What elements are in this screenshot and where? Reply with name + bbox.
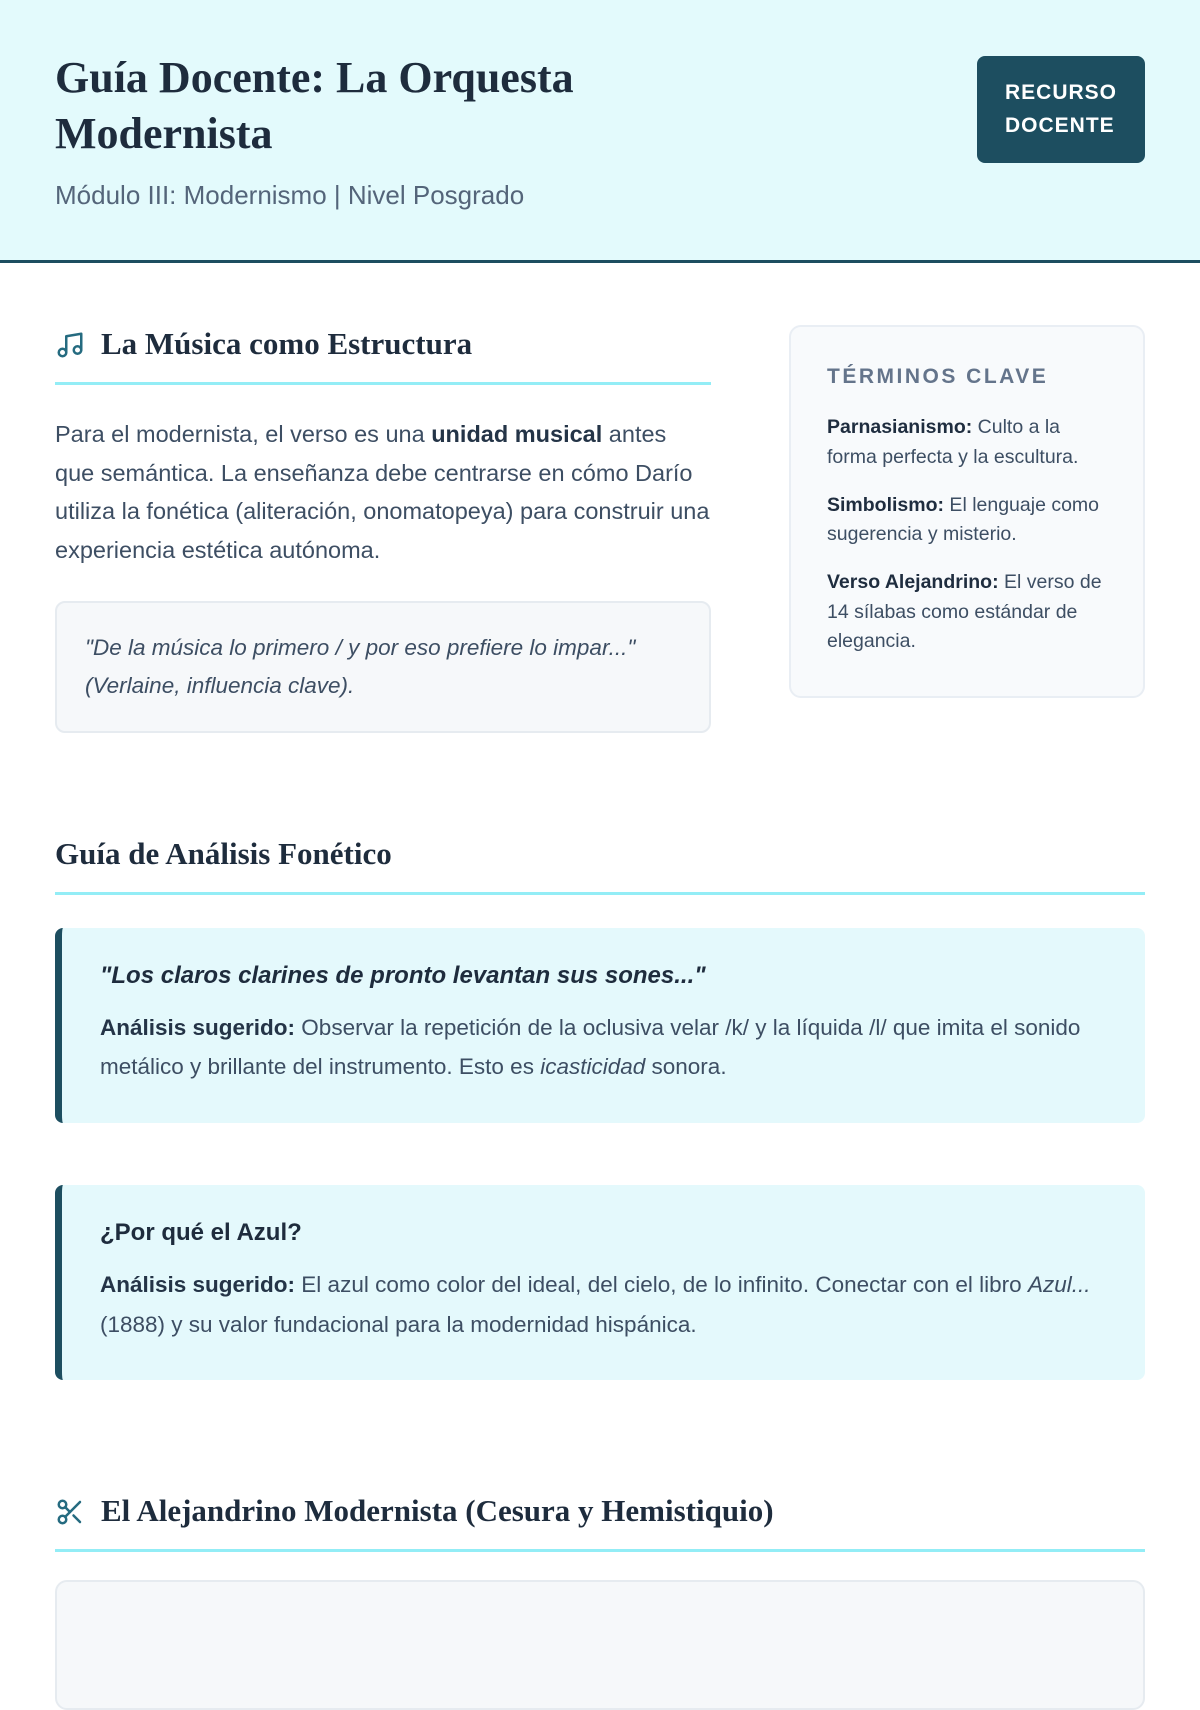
key-terms-card [789, 325, 1145, 698]
header-title-block [55, 50, 715, 212]
analysis-card-body [100, 1265, 1107, 1344]
verlaine-quote-text: "De la música lo primero / y por eso prefiere lo impar..." (Verlaine, influencia clave). [85, 635, 636, 699]
key-term-definition: El lenguaje como sugerencia y misterio. [827, 493, 1100, 546]
key-term-verso-alejandrino [827, 568, 1107, 656]
music-note-icon [55, 330, 85, 360]
intro-text-pre: Para el modernista, el verso es una [55, 421, 432, 448]
main-content [0, 263, 1200, 1710]
analysis-text-italic: Azul... [1027, 1272, 1091, 1298]
key-term-name: Verso Alejandrino: [827, 571, 999, 594]
page-subtitle: Módulo III: Modernismo | Nivel Posgrado [55, 179, 525, 210]
page-header [0, 0, 1200, 263]
analysis-text-pre: Observar la repetición de la oclusiva velar /k/ y la líquida /l/ que imita el sonido metálico y brillante del instrumento. Esto es [100, 1014, 1081, 1080]
intro-text-post: antes que semántica. La enseñanza debe centrarse en cómo Darío utiliza la fonética (aliteración, onomatopeya) para construir una experiencia estética autónoma. [55, 421, 710, 563]
analysis-text-post: sonora. [645, 1054, 727, 1080]
section-music-heading-text: La Música como Estructura [101, 326, 473, 362]
key-term-simbolismo [827, 491, 1107, 550]
key-term-name: Simbolismo: [827, 493, 945, 516]
analysis-text-italic: icasticidad [540, 1054, 646, 1080]
key-term-definition: Culto a la forma perfecta y la escultura. [827, 416, 1079, 468]
analysis-label: Análisis sugerido: [100, 1014, 296, 1040]
section-phonetic [55, 835, 1145, 1381]
verlaine-quote-box [55, 601, 711, 733]
page-title: Guía Docente: La Orquesta Modernista [55, 53, 574, 159]
key-term-definition: El verso de 14 sílabas como estándar de elegancia. [827, 571, 1102, 652]
analysis-card-clarines [55, 928, 1145, 1123]
intro-text-bold: unidad musical [431, 421, 603, 448]
section-alexandrine-heading [55, 1492, 1145, 1552]
analysis-card-azul [55, 1185, 1145, 1380]
section-music-heading [55, 325, 711, 385]
resource-badge-label: RECURSO DOCENTE [1004, 81, 1117, 137]
section-alexandrine [55, 1492, 1145, 1710]
section-music-row [55, 325, 1145, 732]
section-phonetic-heading-text: Guía de Análisis Fonético [55, 835, 392, 871]
analysis-label: Análisis sugerido: [100, 1272, 296, 1298]
section-phonetic-heading [55, 835, 1145, 895]
section-alexandrine-heading-text: El Alejandrino Modernista (Cesura y Hemistiquio) [101, 1493, 774, 1529]
resource-badge [977, 56, 1145, 163]
key-term-parnasianismo [827, 413, 1107, 472]
scissors-icon [55, 1497, 85, 1527]
key-term-name: Parnasianismo: [827, 416, 973, 439]
key-terms-title: TÉRMINOS CLAVE [827, 365, 1049, 389]
analysis-card-body [100, 1008, 1107, 1087]
intro-paragraph [55, 415, 711, 569]
analysis-text-post: (1888) y su valor fundacional para la modernidad hispánica. [100, 1311, 697, 1337]
analysis-card-title: ¿Por qué el Azul? [100, 1219, 302, 1247]
section-music [55, 325, 711, 732]
analysis-card-title: "Los claros clarines de pronto levantan sus sones..." [100, 961, 706, 989]
analysis-text-pre: El azul como color del ideal, del cielo, de lo infinito. Conectar con el libro [295, 1272, 1028, 1298]
